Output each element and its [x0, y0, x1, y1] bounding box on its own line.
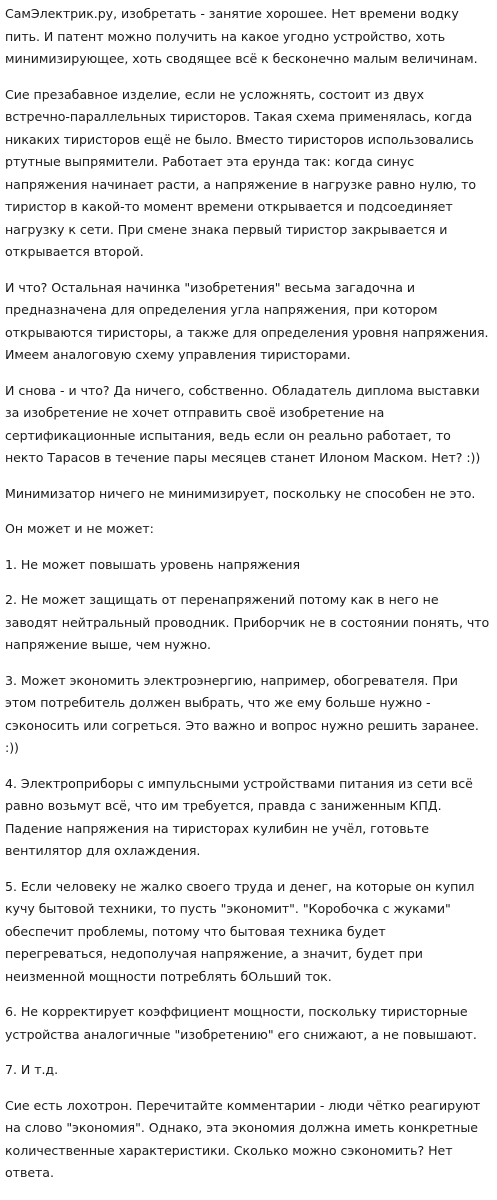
- paragraph-device-description: Сие презабавное изделие, если не усложнять, состоит из двух встречно-параллельных тиристоров. Такая схема применялась, когда никаких тиристоров ещё не было. Вместо тиристоров использовались ртутные выпрямители. Работает эта ерунда так: когда синус напряжения начинает расти, а напряжение в нагрузке равно нулю, то тиристор в какой-то момент времени открывается и подсоединяет нагрузку к сети. При смене знака первый тиристор закрывается и открывается второй.: [5, 86, 477, 259]
- paragraph-certification: И снова - и что? Да ничего, собственно. Обладатель диплома выставки за изобретение не хочет отправить своё изобретение на сертификационные испытания, ведь если он реально работает, то некто Тарасов в течение пары месяцев станет Илоном Маском. Нет? :)): [5, 382, 481, 465]
- list-item-3: 3. Может экономить электроэнергию, например, обогревателя. При этом потребитель должен выбрать, что же ему больше нужно - сэконосить или согреться. Это важно и вопрос нужно решить заранее. :)): [5, 672, 479, 755]
- list-item-2: 2. Не может защищать от перенапряжений потому как в него не заводят нейтральный проводник. Приборчик не в состоянии понять, что напряжение выше, чем нужно.: [5, 592, 490, 652]
- list-item-5: 5. Если человеку не жалко своего труда и денег, на которые он купил кучу бытовой техники, то пусть "экономит". "Коробочка с жуками" обеспечит проблемы, потому что бытовая техника будет перегреваться, недополучая напряжение, а значит, будет при неизменной мощности потреблять бОльший ток.: [5, 878, 475, 984]
- list-item-6: 6. Не корректирует коэффициент мощности, поскольку тиристорные устройства аналогичные "изобретению" его снижают, а не повышают.: [5, 1004, 477, 1042]
- paragraph-conclusion: Сие есть лохотрон. Перечитайте комментарии - люди чётко реагируют на слово "экономия". Однако, эта экономия должна иметь конкретные количественные характеристики. Сколько можно сэкономить? Нет ответа.: [5, 1097, 481, 1180]
- paragraph-control-circuit: И что? Остальная начинка "изобретения" весьма загадочна и предназначена для определения угла напряжения, при котором открываются тиристоры, а также для определения уровня напряжения. Имеем аналоговую схему управления тиристорами.: [5, 279, 489, 362]
- list-item-7: 7. И т.д.: [5, 1062, 59, 1077]
- paragraph-intro: СамЭлектрик.ру, изобретать - занятие хорошее. Нет времени водку пить. И патент можно получить на какое угодно устройство, хоть минимизирующее, хоть сводящее всё к бесконечно малым величинам.: [5, 6, 478, 66]
- paragraph-minimizer-summary: Минимизатор ничего не минимизирует, поскольку не способен не это.: [5, 485, 476, 501]
- paragraph-list-intro: Он может и не может:: [5, 521, 154, 536]
- list-item-4: 4. Электроприборы с импульсными устройствами питания из сети всё равно возьмут всё, что им требуется, правда с заниженным КПД. Падение напряжения на тиристорах кулибин не учёл, готовьте вентилятор для охлаждения.: [5, 775, 473, 858]
- list-item-1: 1. Не может повышать уровень напряжения: [5, 556, 301, 572]
